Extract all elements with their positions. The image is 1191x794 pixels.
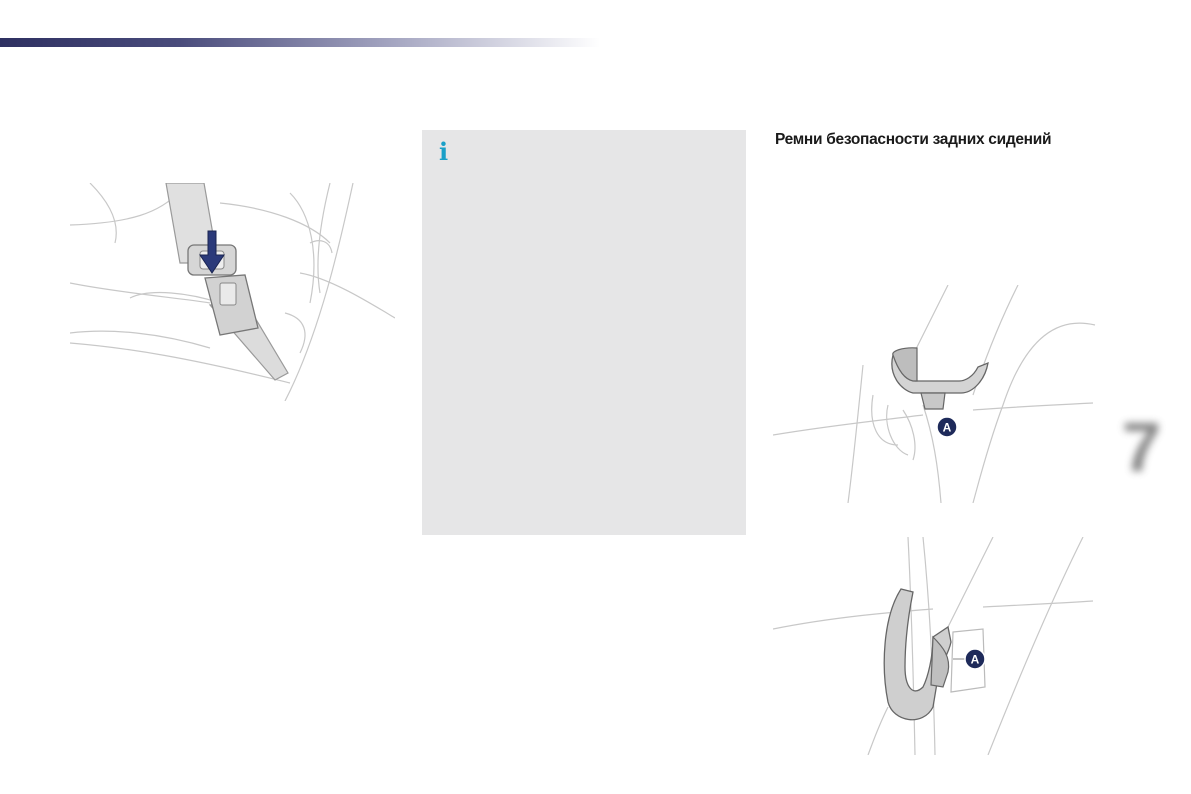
- section-heading: Ремни безопасности задних сидений: [775, 131, 1052, 148]
- rear-belt-guide-illustration-1: [773, 285, 1098, 503]
- header-gradient-bar: [0, 38, 600, 47]
- chapter-number: 7: [1122, 408, 1161, 486]
- seat-belt-buckle-illustration: [70, 183, 395, 401]
- info-icon: i: [439, 137, 449, 166]
- callout-a-label: A: [942, 420, 952, 435]
- callout-a-label: A: [970, 652, 980, 667]
- info-box: [422, 130, 746, 535]
- rear-belt-guide-illustration-2: [773, 537, 1098, 755]
